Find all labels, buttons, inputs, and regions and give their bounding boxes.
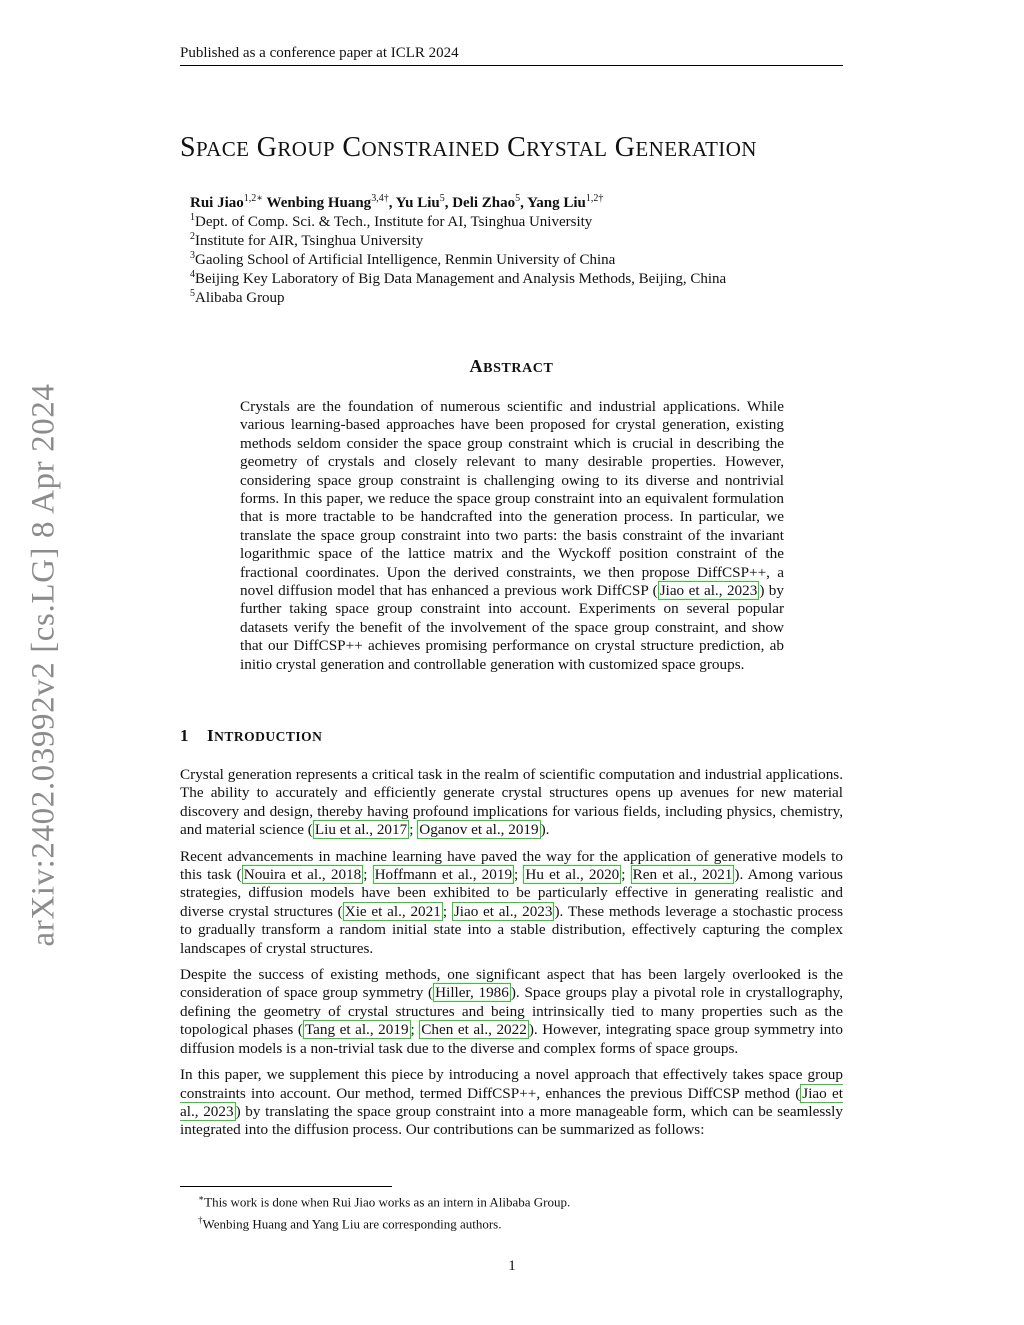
citation-link[interactable]: Jiao et al., 2023 (180, 1084, 843, 1120)
paragraph: Recent advancements in machine learning have paved the way for the application of generative models to this task ( Nouira et al., 2018 ; Hoffmann et al., 2019 ; Hu et al., 2020 ; Ren et al., 2021 ). Among various strategies, diffusion models have been exhibited to be particularly effective in generating realistic and diverse crystal structures ( Xie et al., 2021 ; Jiao et al., 2023 ). These methods leverage a stochastic process to gradually transform a random initial state into a stable distribution, effectively capturing the complex landscapes of crystal structures. (180, 847, 843, 957)
abstract-text: Crystals are the foundation of numerous scientific and industrial applications. While various learning-based approaches have been proposed for crystal generation, existing methods seldom consider the space group constraint which is crucial in describing the geometry of crystals and closely relevant to many desirable properties. However, considering space group constraint is challenging owing to its diverse and nontrivial forms. In this paper, we reduce the space group constraint into an equivalent formulation that is more tractable to be handcrafted into the generation process. In particular, we translate the space group constraint into two parts: the basis constraint of the invariant logarithmic space of the lattice matrix and the Wyckoff position constraint of the fractional coordinates. Upon the derived constraints, we then propose DiffCSP++, a novel diffusion model that has enhanced a previous work DiffCSP ( Jiao et al., 2023 ) by further taking space group constraint into account. Experiments on several popular datasets verify the benefit of the involvement of the space group constraint, and show that our DiffCSP++ achieves promising performance on crystal structure prediction, ab initio crystal generation and controllable generation with customized space groups. (240, 398, 784, 673)
affiliation: $^5$Alibaba Group (190, 288, 285, 306)
author-name: Wenbing Huang (266, 195, 372, 211)
title-word: CRYSTAL (507, 132, 608, 163)
title-word: CONSTRAINED (342, 132, 500, 163)
paragraph: Crystal generation represents a critical task in the realm of scientific computation and industrial applications. The ability to accurately and efficiently generate crystal structures opens up avenues for new material discovery and design, thereby having profound implications for various fields, including physics, chemistry, and material science ( Liu et al., 2017 ; Oganov et al., 2019 ). (180, 766, 843, 839)
citation-link[interactable]: Jiao et al., 2023 (453, 902, 553, 920)
citation-link[interactable]: Hoffmann et al., 2019 (374, 866, 513, 884)
author-affil-sup: 3,4† (371, 193, 389, 204)
author-footnote-mark: ∗ (256, 193, 264, 204)
citation-link[interactable]: Jiao et al., 2023 (659, 582, 758, 600)
citation-link[interactable]: Xie et al., 2021 (344, 902, 441, 920)
citation-link[interactable]: Oganov et al., 2019 (419, 821, 539, 839)
abstract-heading: ABSTRACT (469, 356, 554, 376)
title-word: GROUP (256, 132, 335, 163)
footnotes (198, 1189, 838, 1234)
introduction-body (180, 766, 843, 1148)
author-affil-sup: 5 (515, 193, 521, 204)
author-affil-sup: 5 (439, 193, 445, 204)
author-name: Deli Zhao (452, 195, 516, 211)
citation-link[interactable]: Chen et al., 2022 (421, 1021, 527, 1039)
citation-link[interactable]: Tang et al., 2019 (304, 1021, 409, 1039)
title-word: SPACE (180, 132, 250, 163)
paper-title (180, 130, 880, 167)
affiliation: $^1$Dept. of Comp. Sci. & Tech., Institute for AI, Tsinghua University (190, 212, 593, 230)
author-affil-sup: 1,2 (243, 193, 257, 204)
arxiv-stamp (14, 365, 74, 965)
author-names: Rui Jiao$^{1,2∗}$ Wenbing Huang$^{3,4\dagger}$, Yu Liu$^5$, Deli Zhao$^5$, Yang Liu$^{1,2\dagger}$ (190, 193, 604, 211)
author-affil-sup: 1,2† (585, 193, 604, 204)
running-header: Published as a conference paper at ICLR 2024 (180, 44, 843, 66)
citation-link[interactable]: Hu et al., 2020 (525, 866, 620, 884)
paragraph: Despite the success of existing methods, one significant aspect that has been largely overlooked is the consideration of space group symmetry ( Hiller, 1986 ). Space groups play a pivotal role in crystallography, defining the geometry of crystal structures and being intrinsically tied to many properties such as the topological phases ( Tang et al., 2019 ; Chen et al., 2022 ). However, integrating space group symmetry into diffusion models is a non-trivial task due to the diverse and complex forms of space groups. (180, 966, 843, 1057)
citation-link[interactable]: Liu et al., 2017 (314, 821, 408, 839)
author-name: Yang Liu (527, 195, 586, 211)
citation-link[interactable]: Ren et al., 2021 (632, 866, 733, 884)
section-heading-introduction: 1 INTRODUCTION (180, 726, 323, 745)
author-name: Rui Jiao (190, 195, 244, 211)
arxiv-stamp-text: arXiv:2402.03992v2 [cs.LG] 8 Apr 2024 (25, 383, 62, 947)
author-block (190, 194, 830, 308)
footnote-rule (180, 1186, 392, 1187)
affiliation: $^2$Institute for AIR, Tsinghua University (190, 231, 424, 249)
page-number: 1 (508, 1258, 516, 1274)
affiliation: $^3$Gaoling School of Artificial Intelligence, Renmin University of China (190, 250, 616, 268)
citation-link[interactable]: Hiller, 1986 (435, 984, 509, 1002)
author-name: Yu Liu (395, 195, 440, 211)
paragraph: In this paper, we supplement this piece by introducing a novel approach that effectively takes space group constraints into account. Our method, termed DiffCSP++, enhances the previous DiffCSP method ( Jiao et al., 2023 ) by translating the space group constraint into a more manageable form, which can be seamlessly integrated into the diffusion process. Our contributions can be summarized as follows: (180, 1066, 843, 1139)
footnote: ∗This work is done when Rui Jiao works as an intern in Alibaba Group. (198, 1193, 571, 1210)
citation-link[interactable]: Nouira et al., 2018 (243, 866, 362, 884)
title-word: GENERATION (614, 132, 757, 163)
footnote: †Wenbing Huang and Yang Liu are corresponding authors. (198, 1215, 502, 1232)
affiliation: $^4$Beijing Key Laboratory of Big Data Management and Analysis Methods, Beijing, China (190, 269, 727, 287)
